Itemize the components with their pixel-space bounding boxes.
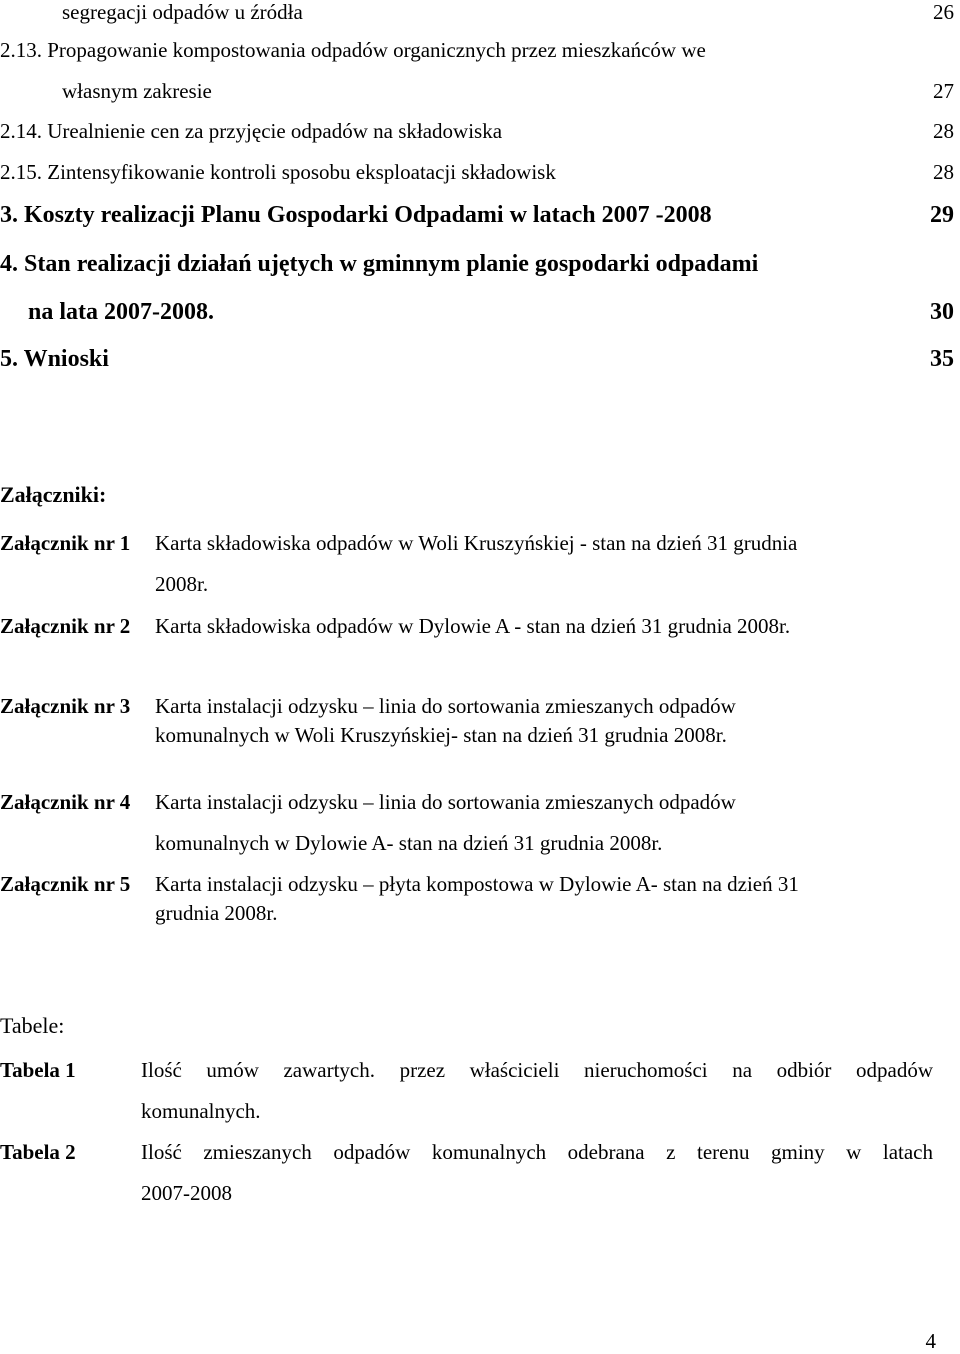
toc-entry-title: 4. Stan realizacji działań ujętych w gminnym planie gospodarki odpadami: [0, 251, 759, 277]
attachment-description-continued: komunalnych w Woli Kruszyńskiej- stan na dzień 31 grudnia 2008r.: [155, 723, 727, 747]
attachment-description: Karta składowiska odpadów w Dylowie A - stan na dzień 31 grudnia 2008r.: [155, 614, 791, 638]
table-description: Ilość zmieszanych odpadów komunalnych odebrana z terenu gminy w latach: [141, 1140, 933, 1164]
attachment-description-continued: 2008r.: [155, 572, 209, 596]
attachment-label: Załącznik nr 5: [0, 872, 131, 896]
toc-entry-title: 3. Koszty realizacji Planu Gospodarki Odpadami w latach 2007 -2008: [0, 202, 712, 228]
attachment-label: Załącznik nr 3: [0, 694, 131, 718]
page-number: 4: [925, 1329, 936, 1353]
attachment-description: Karta instalacji odzysku – linia do sortowania zmieszanych odpadów: [155, 790, 736, 814]
toc-entry-title-continued: własnym zakresie: [62, 79, 212, 103]
toc-entry-title: 2.15. Zintensyfikowanie kontroli sposobu eksploatacji składowisk: [0, 160, 556, 184]
toc-entry-page: 30: [930, 299, 954, 325]
toc-entry-page: 27: [933, 79, 954, 103]
table-description-continued: 2007-2008: [141, 1181, 232, 1205]
attachment-description: Karta instalacji odzysku – płyta kompostowa w Dylowie A- stan na dzień 31: [155, 872, 799, 896]
toc-entry-page: 28: [933, 160, 954, 184]
table-description: Ilość umów zawartych. przez właścicieli nieruchomości na odbiór odpadów: [141, 1058, 933, 1082]
attachment-label: Załącznik nr 4: [0, 790, 131, 814]
attachment-description-continued: komunalnych w Dylowie A- stan na dzień 31 grudnia 2008r.: [155, 831, 663, 855]
toc-entry-page: 35: [930, 346, 954, 372]
attachment-description: Karta instalacji odzysku – linia do sortowania zmieszanych odpadów: [155, 694, 736, 718]
toc-entry-title: segregacji odpadów u źródła: [62, 0, 303, 24]
attachments-heading: Załączniki:: [0, 482, 107, 507]
toc-entry-page: 29: [930, 202, 954, 228]
attachment-label: Załącznik nr 2: [0, 614, 131, 638]
table-label: Tabela 1: [0, 1058, 76, 1082]
toc-entry-page: 28: [933, 119, 954, 143]
toc-entry-title: 2.14. Urealnienie cen za przyjęcie odpadów na składowiska: [0, 119, 503, 143]
toc-entry-title: 2.13. Propagowanie kompostowania odpadów organicznych przez mieszkańców we: [0, 38, 706, 62]
attachment-description: Karta składowiska odpadów w Woli Kruszyńskiej - stan na dzień 31 grudnia: [155, 531, 798, 555]
attachment-description-continued: grudnia 2008r.: [155, 901, 278, 925]
toc-entry-title: 5. Wnioski: [0, 346, 109, 372]
toc-entry-page: 26: [933, 0, 954, 24]
tables-heading: Tabele:: [0, 1013, 65, 1038]
table-label: Tabela 2: [0, 1140, 76, 1164]
table-description-continued: komunalnych.: [141, 1099, 261, 1123]
attachment-label: Załącznik nr 1: [0, 531, 131, 555]
toc-entry-title-continued: na lata 2007-2008.: [28, 299, 214, 325]
